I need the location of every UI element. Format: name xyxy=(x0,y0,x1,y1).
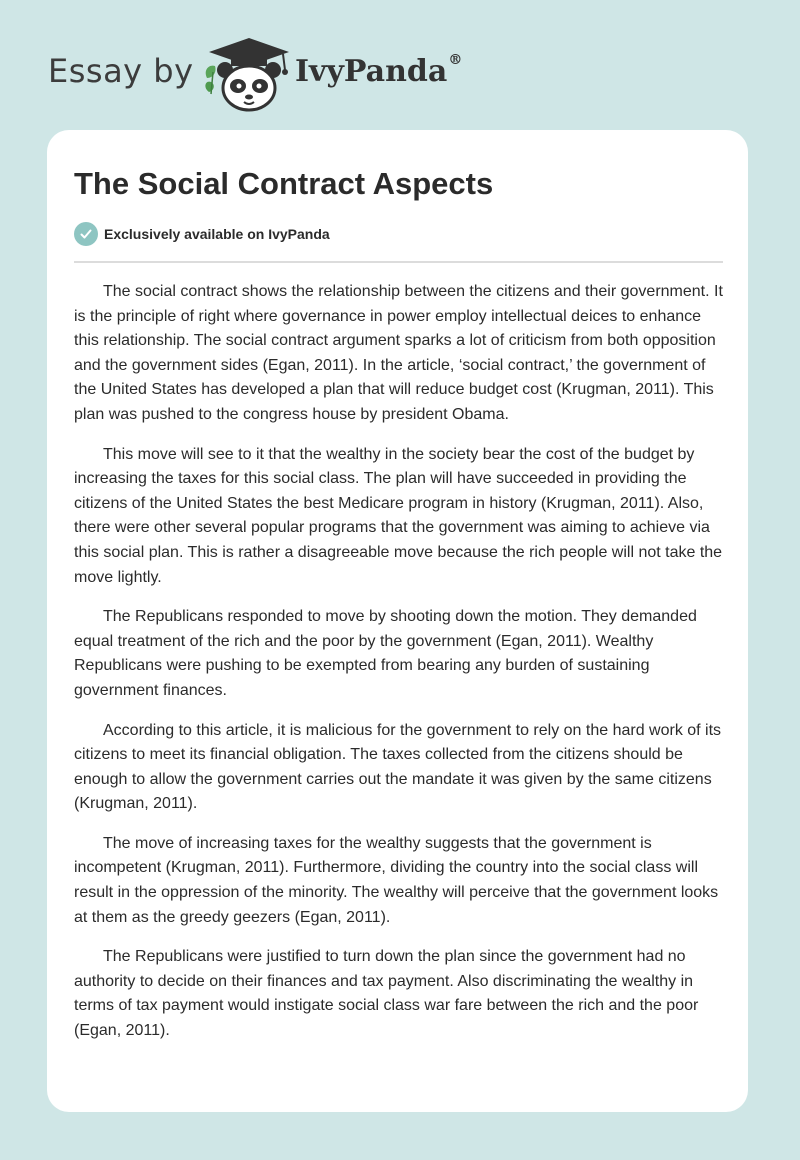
paragraph: The Republicans responded to move by shooting down the motion. They demanded equal treatment of the rich and the poor by the government (Egan, 2011). Wealthy Republicans were pushing to be exempted from bearing any burden of sustaining government finances. xyxy=(74,608,697,699)
paragraph: This move will see to it that the wealthy in the society bear the cost of the budget by increasing the taxes for this social class. The plan will have succeeded in providing the citizens of the United States the best Medicare program in history (Krugman, 2011). Also, there were other several popular programs that the government was aiming to achieve via this social plan. This is rather a disagreeable move because the rich people will not take the move lightly. xyxy=(74,445,723,586)
availability-text: Exclusively available on IvyPanda xyxy=(104,226,330,242)
brand-name[interactable]: IvyPanda® xyxy=(295,52,463,89)
paragraph: According to this article, it is malicious for the government to rely on the hard work of its citizens to meet its financial obligation. The taxes collected from the citizens should be enough to allow the government carries out the mandate it was given by the same citizens (Krugman, 2011). xyxy=(74,721,722,813)
leaf-icon xyxy=(205,66,215,94)
paragraph: The Republicans were justified to turn down the plan since the government had no authority to decide on their finances and tax payment. Also discriminating the wealthy in terms of tax payment would instigate social class war fare between the rich and the poor (Egan, 2011). xyxy=(74,948,699,1040)
availability-badge xyxy=(74,222,330,246)
panda-logo-icon[interactable] xyxy=(201,36,293,112)
title-divider xyxy=(74,261,723,263)
essay-title: The Social Contract Aspects xyxy=(74,166,494,201)
paragraph: The move of increasing taxes for the wealthy suggests that the government is incompetent (Krugman, 2011). Furthermore, dividing the country into the social class will result in the oppression of the minority. The wealthy will perceive that the government looks at them as the greedy geezers (Egan, 2011). xyxy=(74,834,719,926)
essay-body xyxy=(74,280,726,1059)
brand-prefix: Essay by xyxy=(48,52,194,90)
essay-card xyxy=(47,130,748,1112)
site-header xyxy=(48,34,648,114)
check-icon xyxy=(74,222,98,246)
paragraph: The social contract shows the relationship between the citizens and their government. It is the principle of right where governance in power employ intellectual deices to enhance this relationship. The social contract argument sparks a lot of criticism from both opposition and the government sides (Egan, 2011). In the article, ‘social contract,’ the government of the United States has developed a plan that will reduce budget cost (Krugman, 2011). This plan was pushed to the congress house by president Obama. xyxy=(74,283,723,423)
registered-mark: ® xyxy=(448,52,463,68)
